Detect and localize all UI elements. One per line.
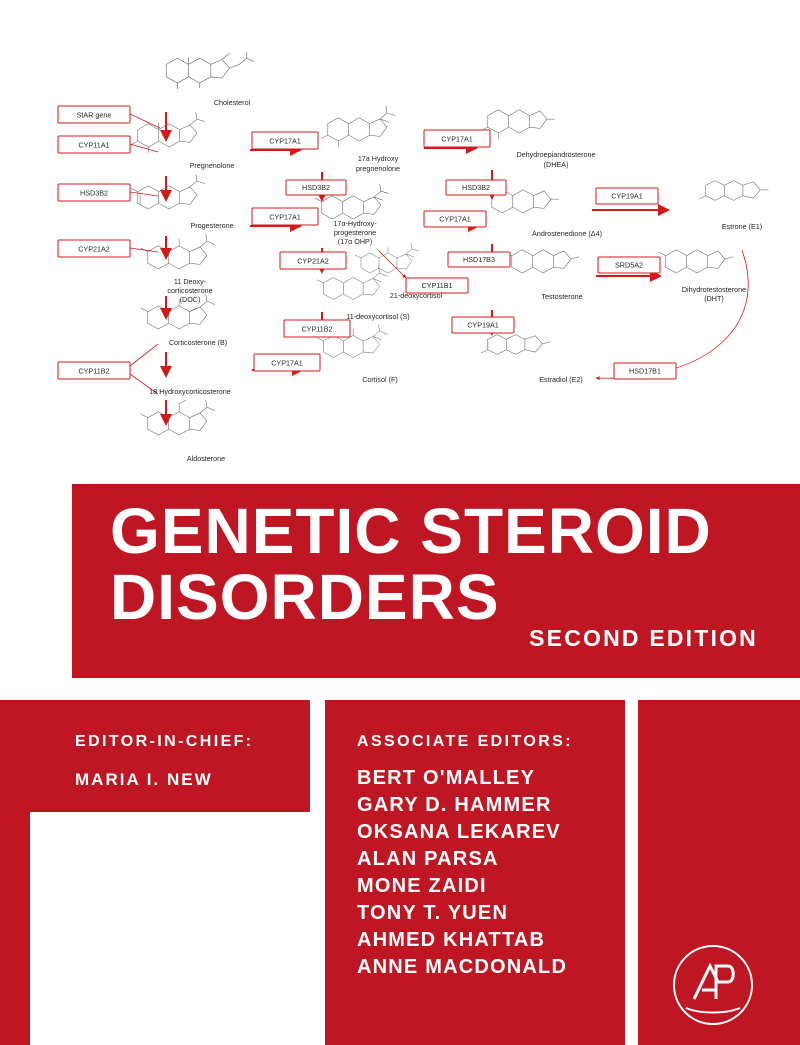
enzyme-box (254, 354, 320, 371)
svg-text:Progesterone: Progesterone (190, 220, 234, 230)
enzyme-box (452, 317, 514, 333)
svg-text:CYP11B2: CYP11B2 (301, 324, 333, 334)
list-item: BERT O'MALLEY (357, 767, 536, 789)
enzyme-box (424, 211, 486, 227)
svg-text:Aldosterone: Aldosterone (186, 453, 226, 463)
svg-text:HSD17B1: HSD17B1 (629, 366, 661, 376)
svg-text:CYP11A1: CYP11A1 (78, 140, 110, 150)
svg-text:pregnenolone: pregnenolone (356, 163, 400, 173)
title-block (72, 484, 800, 678)
list-item: AHMED KHATTAB (357, 929, 546, 951)
svg-text:CYP19A1: CYP19A1 (467, 320, 499, 330)
svg-text:CYP17A1: CYP17A1 (269, 212, 301, 222)
svg-text:corticosterone: corticosterone (167, 285, 213, 295)
associate-editors-list (357, 765, 647, 981)
editor-in-chief-name: MARIA I. NEW (75, 770, 213, 789)
svg-text:Cortisol (F): Cortisol (F) (362, 374, 398, 384)
svg-text:Corticosterone (B): Corticosterone (B) (168, 337, 228, 347)
svg-text:11-deoxycortisol (S): 11-deoxycortisol (S) (346, 311, 410, 321)
svg-text:Estradiol (E2): Estradiol (E2) (539, 374, 583, 384)
enzyme-box (58, 362, 130, 379)
enzyme-box (280, 252, 346, 269)
steroidogenesis-pathway-diagram (0, 0, 800, 485)
svg-text:HSD3B2: HSD3B2 (462, 182, 490, 192)
svg-text:Pregnenolone: Pregnenolone (189, 160, 235, 170)
editor-in-chief-label: EDITOR-IN-CHIEF: (75, 733, 254, 750)
enzyme-box (58, 106, 130, 123)
svg-text:CYP17A1: CYP17A1 (441, 134, 473, 144)
svg-text:Androstenedione (Δ4): Androstenedione (Δ4) (532, 228, 602, 238)
svg-text:Dehydroepiandrosterone: Dehydroepiandrosterone (516, 149, 596, 159)
page-title (110, 495, 790, 633)
enzyme-box (58, 240, 130, 257)
editor-in-chief-panel (0, 700, 310, 812)
svg-text:(DHEA): (DHEA) (543, 159, 569, 169)
svg-text:17a Hydroxy: 17a Hydroxy (357, 153, 399, 163)
enzyme-box (252, 132, 318, 149)
enzyme-box (284, 320, 350, 337)
svg-text:CYP21A2: CYP21A2 (78, 244, 110, 254)
enzyme-box (58, 184, 130, 201)
svg-text:(17α OHP): (17α OHP) (337, 236, 373, 246)
svg-text:SRD5A2: SRD5A2 (615, 260, 643, 270)
enzyme-box (598, 257, 660, 273)
title-line-1: GENETIC STEROID (110, 495, 712, 567)
enzyme-box (448, 252, 510, 267)
svg-text:CYP17A1: CYP17A1 (269, 136, 301, 146)
svg-text:18 Hydroxycorticosterone: 18 Hydroxycorticosterone (149, 386, 231, 396)
svg-text:CYP17A1: CYP17A1 (271, 358, 303, 368)
svg-text:StAR gene: StAR gene (76, 110, 112, 120)
svg-text:CYP11B1: CYP11B1 (421, 280, 453, 290)
academic-press-logo-icon (672, 944, 754, 1026)
enzyme-box (446, 180, 506, 195)
svg-text:HSD17B3: HSD17B3 (463, 254, 495, 264)
list-item: MONE ZAIDI (357, 875, 487, 897)
svg-text:11 Deoxy-: 11 Deoxy- (173, 276, 207, 286)
svg-text:Dihydrotestosterone: Dihydrotestosterone (681, 284, 747, 294)
enzyme-box (614, 363, 676, 379)
enzyme-box (424, 130, 490, 147)
svg-text:Cholesterol: Cholesterol (213, 97, 251, 107)
svg-text:Testosterone: Testosterone (541, 291, 583, 301)
svg-text:CYP11B2: CYP11B2 (78, 366, 110, 376)
enzyme-box (252, 208, 318, 225)
svg-text:HSD3B2: HSD3B2 (302, 182, 330, 192)
svg-text:CYP19A1: CYP19A1 (611, 191, 643, 201)
list-item: TONY T. YUEN (357, 902, 509, 924)
svg-text:21-deoxycortisol: 21-deoxycortisol (389, 290, 443, 300)
list-item: ANNE MACDONALD (357, 956, 568, 978)
svg-text:progesterone: progesterone (333, 227, 377, 237)
svg-text:(DOC): (DOC) (179, 294, 201, 304)
svg-text:CYP21A2: CYP21A2 (297, 256, 329, 266)
list-item: GARY D. HAMMER (357, 794, 552, 816)
svg-text:Estrone (E1): Estrone (E1) (721, 221, 763, 231)
enzyme-box (596, 188, 658, 204)
svg-text:17α-Hydroxy-: 17α-Hydroxy- (333, 218, 377, 228)
svg-text:HSD3B2: HSD3B2 (80, 188, 108, 198)
title-line-2: DISORDERS (110, 561, 500, 633)
edition-label: SECOND EDITION (529, 625, 758, 651)
associate-editors-label: ASSOCIATE EDITORS: (357, 733, 573, 750)
svg-text:CYP17A1: CYP17A1 (439, 214, 471, 224)
enzyme-box (286, 180, 346, 195)
list-item: ALAN PARSA (357, 848, 499, 870)
enzyme-box (58, 136, 130, 153)
list-item: OKSANA LEKAREV (357, 821, 561, 843)
svg-text:(DHT): (DHT) (704, 293, 724, 303)
